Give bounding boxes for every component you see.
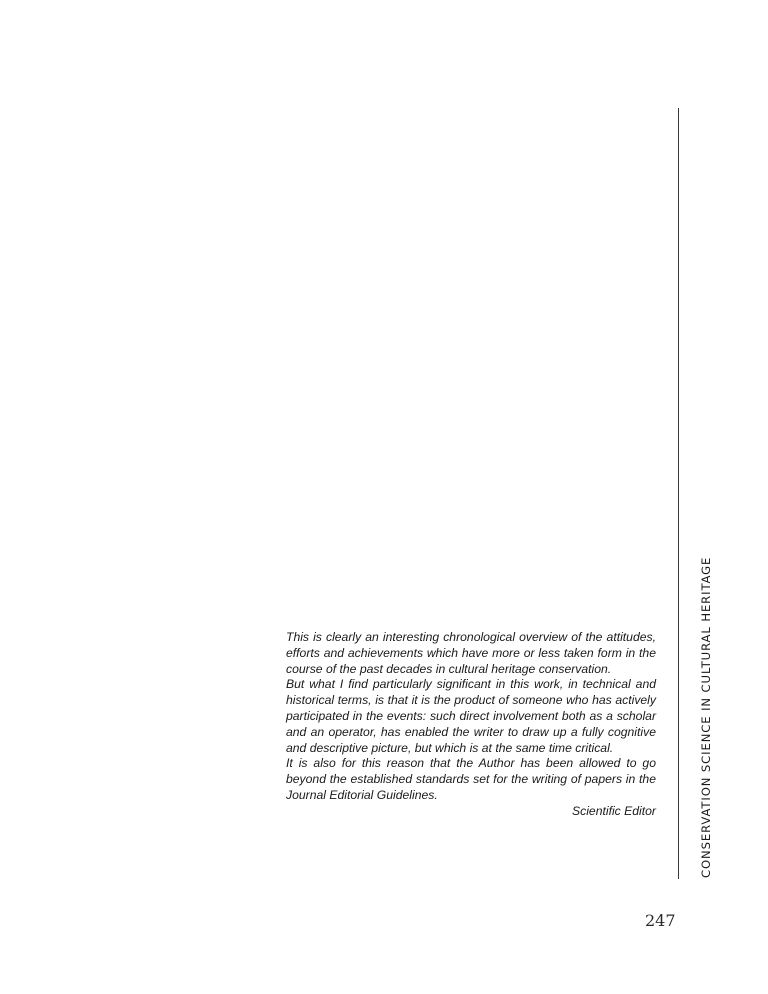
page-number: 247	[645, 911, 676, 930]
editorial-note-paragraph: But what I find particularly significant in this work, in technical and historical terms, is that it is the product of someone who has actively participated in the events: such direct involvement both as a scholar and an operator, has enabled the writer to draw up a fully cognitive and descriptive picture, but which is at the same time critical.	[286, 677, 656, 755]
running-head: CONSERVATION SCIENCE IN CULTURAL HERITAGE	[699, 556, 713, 878]
vertical-rule	[678, 108, 679, 879]
editorial-note-signature: Scientific Editor	[572, 803, 656, 818]
editorial-note	[286, 630, 656, 820]
editorial-note-paragraph: It is also for this reason that the Author has been allowed to go beyond the established standards set for the writing of papers in the Journal Editorial Guidelines.	[286, 756, 656, 802]
editorial-note-paragraph: This is clearly an interesting chronological overview of the attitudes, efforts and achievements which have more or less taken form in the course of the past decades in cultural heritage conservation.	[286, 630, 656, 676]
